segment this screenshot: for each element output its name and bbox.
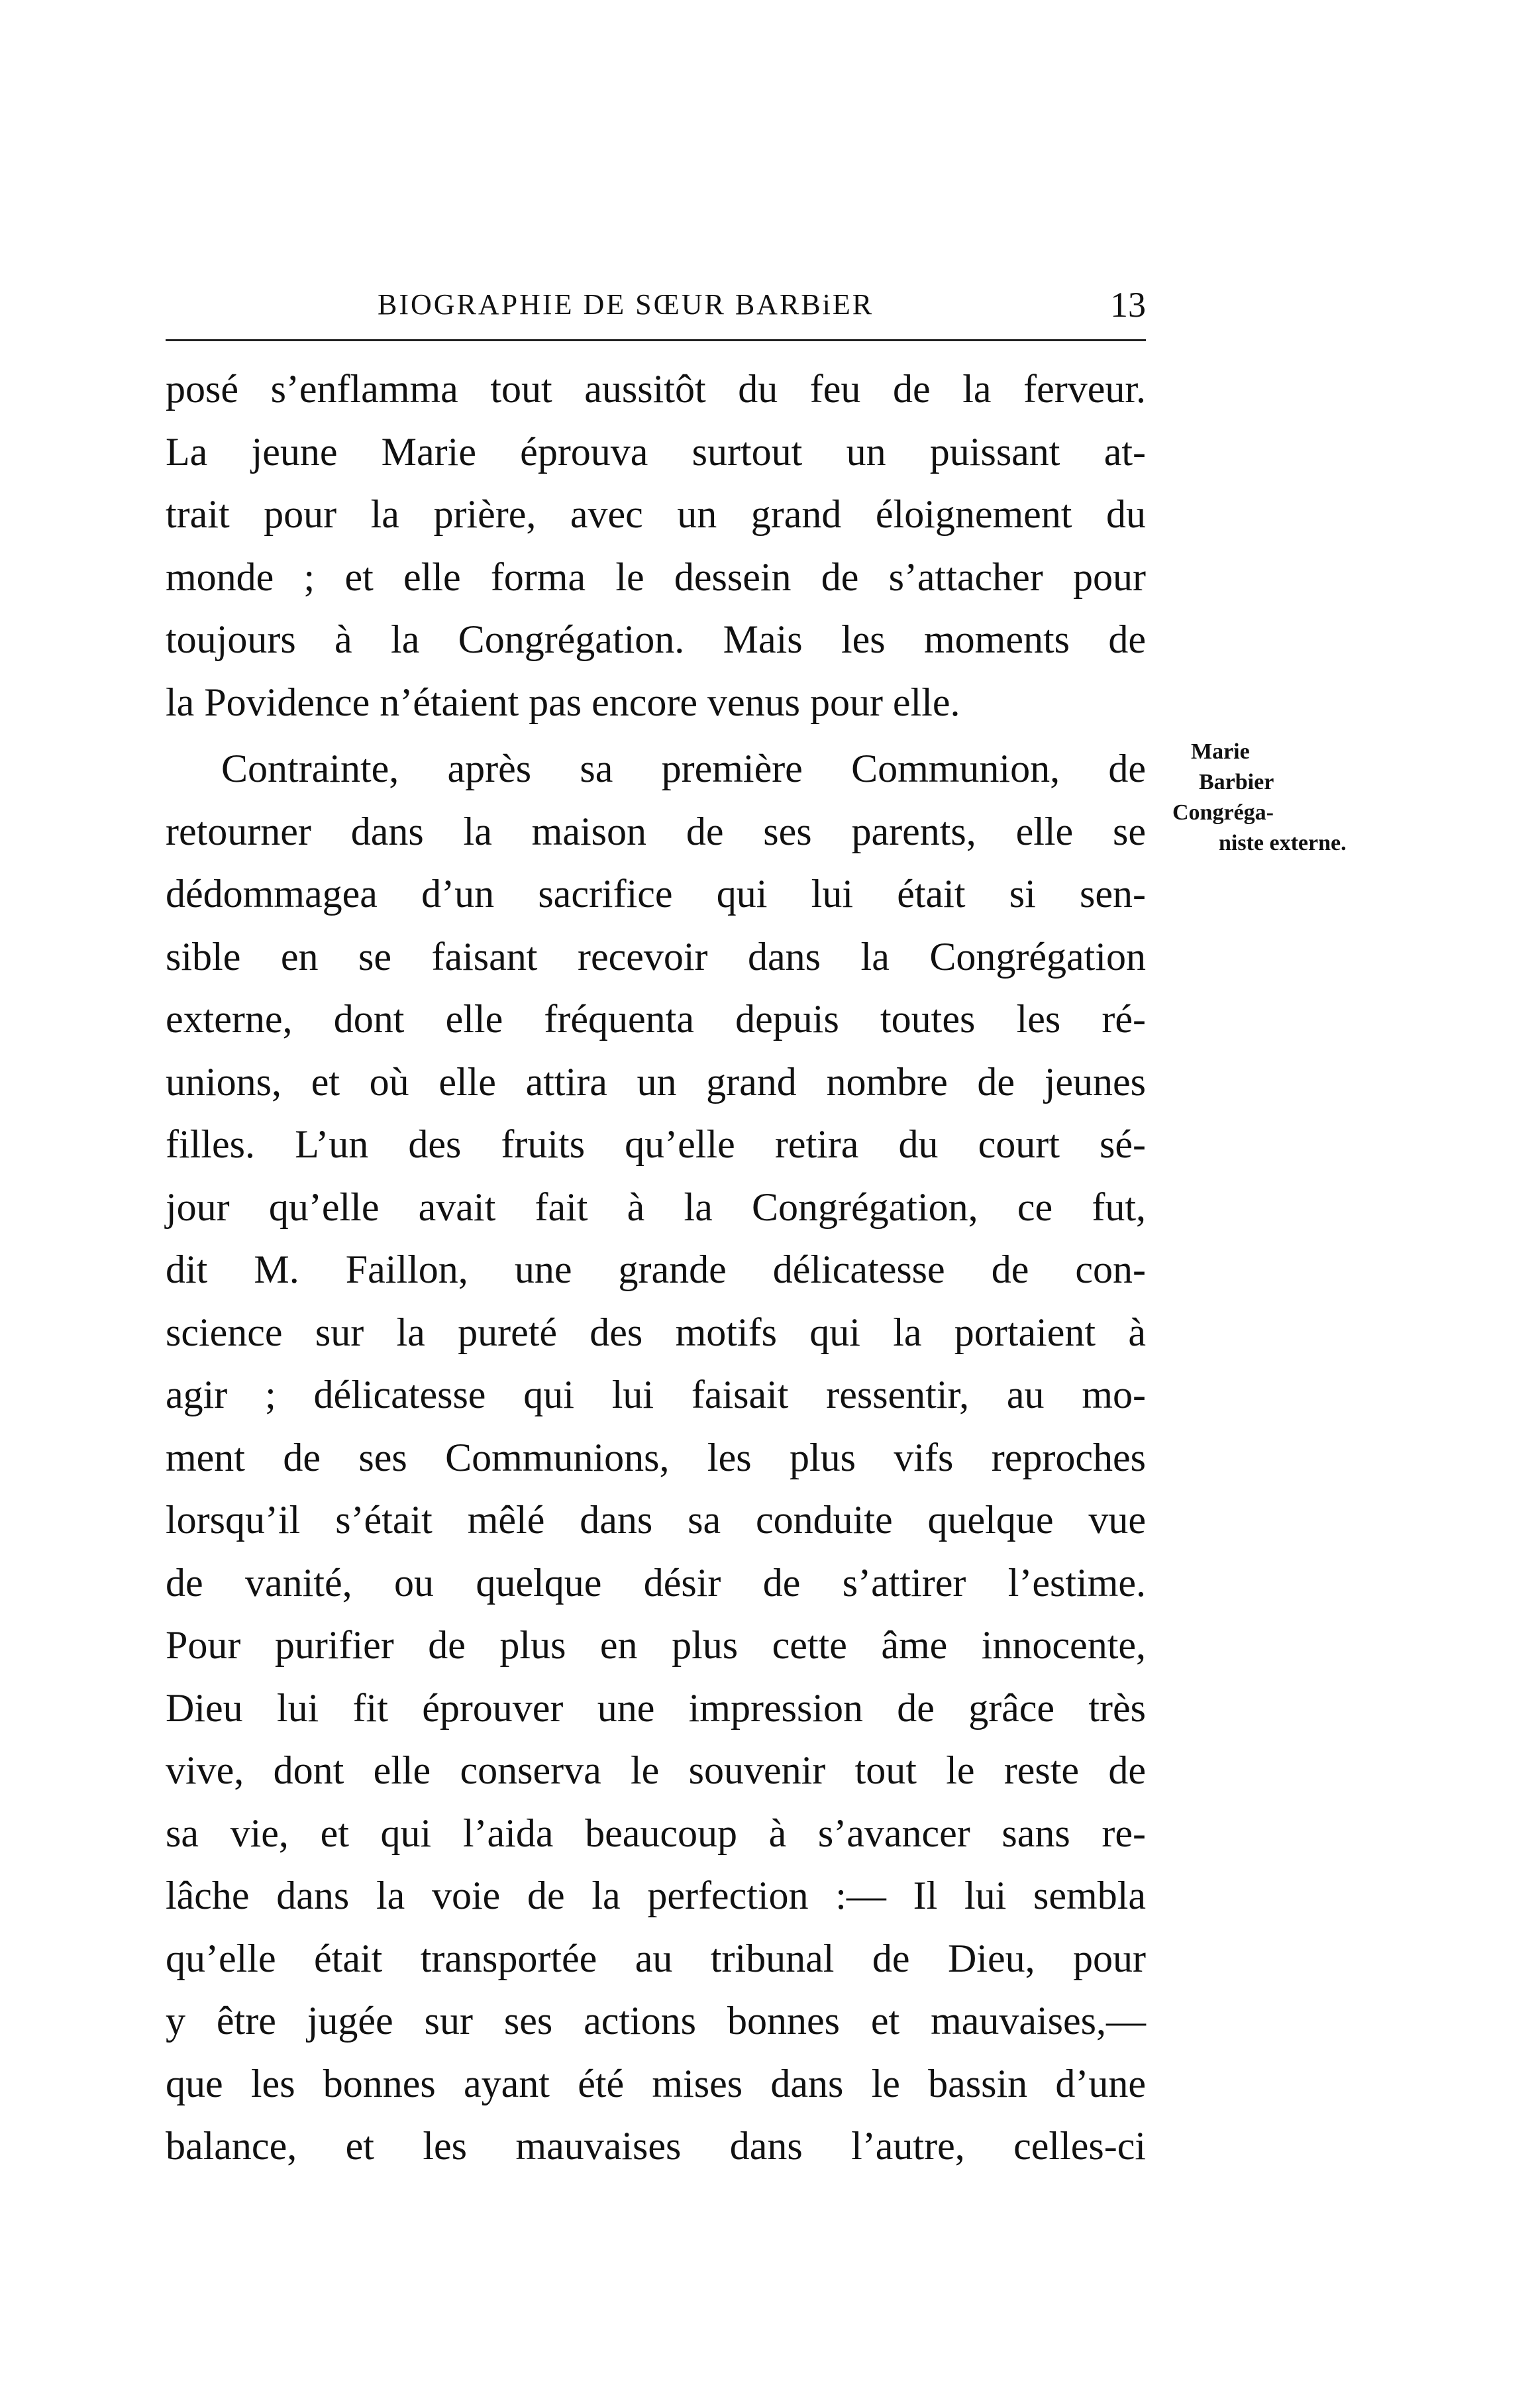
text-line: trait pour la prière, avec un grand éloignement du	[166, 492, 1146, 536]
text-line: ment de ses Communions, les plus vifs reproches	[166, 1435, 1146, 1479]
marginal-note-line: Barbier	[1199, 770, 1274, 794]
text-line: science sur la pureté des motifs qui la portaient à	[166, 1310, 1146, 1354]
marginal-note-line: Congréga-	[1172, 800, 1274, 825]
text-line: qu’elle était transportée au tribunal de Dieu, pour	[166, 1936, 1146, 1980]
page-number: 13	[1110, 285, 1146, 325]
text-line: sible en se faisant recevoir dans la Congrégation	[166, 934, 1146, 979]
text-line: filles. L’un des fruits qu’elle retira du court sé-	[166, 1122, 1146, 1166]
text-line: retourner dans la maison de ses parents, elle se	[166, 809, 1146, 853]
marginal-note-line: niste externe.	[1219, 831, 1347, 855]
text-line: toujours à la Congrégation. Mais les moments de	[166, 617, 1146, 661]
running-title: BIOGRAPHIE DE SŒUR BARBiER	[378, 288, 874, 321]
header-rule	[166, 339, 1146, 341]
text-line: balance, et les mauvaises dans l’autre, celles-ci	[166, 2124, 1146, 2168]
text-line: Dieu lui fit éprouver une impression de grâce très	[166, 1685, 1146, 1730]
text-line: posé s’enflamma tout aussitôt du feu de la ferveur.	[166, 367, 1146, 411]
text-line: dit M. Faillon, une grande délicatesse de con-	[166, 1248, 1146, 1291]
text-line: sa vie, et qui l’aida beaucoup à s’avancer sans re-	[166, 1811, 1146, 1855]
text-line: lorsqu’il s’était mêlé dans sa conduite quelque vue	[166, 1498, 1146, 1542]
text-line: externe, dont elle fréquenta depuis toutes les ré-	[166, 997, 1146, 1041]
marginal-note	[1172, 737, 1347, 859]
marginal-note-line: Marie	[1191, 739, 1250, 764]
text-line: agir ; délicatesse qui lui faisait ressentir, au mo-	[166, 1373, 1146, 1416]
text-line: lâche dans la voie de la perfection :— Il lui sembla	[166, 1874, 1146, 1917]
running-head	[166, 278, 1146, 331]
text-line: La jeune Marie éprouva surtout un puissant at-	[166, 429, 1146, 474]
text-line: que les bonnes ayant été mises dans le bassin d’une	[166, 2061, 1146, 2105]
text-line: unions, et où elle attira un grand nombre de jeunes	[166, 1059, 1146, 1104]
text-line: Pour purifier de plus en plus cette âme innocente,	[166, 1623, 1146, 1667]
text-line: de vanité, ou quelque désir de s’attirer l’estime.	[166, 1560, 1146, 1605]
text-line: vive, dont elle conserva le souvenir tout le reste de	[166, 1748, 1146, 1792]
text-line: dédommagea d’un sacrifice qui lui était si sen-	[166, 872, 1146, 916]
body-text	[166, 358, 1146, 2178]
text-line: la Povidence n’étaient pas encore venus pour elle.	[166, 680, 960, 724]
text-line: jour qu’elle avait fait à la Congrégation, ce fut,	[166, 1185, 1146, 1229]
text-line: monde ; et elle forma le dessein de s’attacher pour	[166, 555, 1146, 599]
paragraph-first-line: Contrainte, après sa première Communion, de	[221, 747, 1146, 790]
text-line: y être jugée sur ses actions bonnes et mauvaises,—	[166, 1999, 1146, 2043]
